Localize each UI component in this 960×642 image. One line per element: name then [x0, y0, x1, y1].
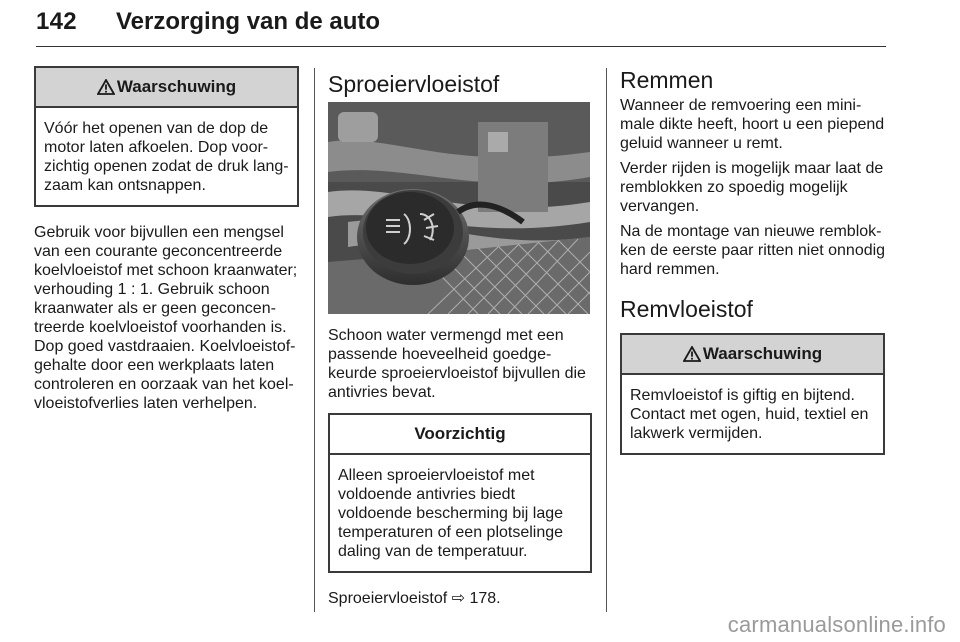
watermark: carmanualsonline.info — [727, 612, 946, 637]
caution-box-title: Voorzichtig — [414, 424, 506, 443]
warning-box — [34, 66, 299, 207]
caution-box-header — [330, 415, 590, 455]
warning-triangle-icon — [97, 79, 115, 95]
warning-box-text: Vóór het openen van de dop de motor laten afkoelen. Dop voor-zichtig openen zodat de druk lang-zaam kan ontsnappen. — [44, 120, 289, 194]
section-heading-brakes: Remmen — [620, 67, 714, 93]
page-header — [36, 6, 886, 48]
page-number: 142 — [36, 8, 77, 35]
column-right — [620, 66, 886, 455]
column-divider-2 — [606, 68, 607, 612]
brake-fluid-warning-text: Remvloeistof is giftig en bijtend. Contact met ogen, huid, textiel en lakwerk vermijden. — [630, 387, 869, 442]
warning-box-title: Waarschuwing — [116, 77, 237, 96]
caution-box-text: Alleen sproeiervloeistof met voldoende antivries biedt voldoende bescherming bij lage temperaturen of een plotselinge daling van de temperatuur. — [338, 467, 564, 560]
column-middle — [328, 66, 592, 608]
column-divider-1 — [314, 68, 315, 612]
brakes-paragraph-3: Na de montage van nieuwe remblok-ken de eerste paar ritten niet onnodig hard remmen. — [620, 223, 886, 278]
warning-triangle-icon — [683, 346, 701, 362]
brake-fluid-warning-title: Waarschuwing — [702, 344, 823, 363]
washer-fluid-reservoir-photo — [328, 102, 592, 314]
reference-text: Sproeiervloeistof — [328, 590, 448, 607]
coolant-paragraph: Gebruik voor bijvullen een mengsel van een courante geconcentreerde koelvloeistof met schoon kraanwater; verhouding 1 : 1. Gebruik schoon kraanwater als er geen geconcen-treerde koelvloeistof voorhanden is. Dop goed vastdraaien. Koelvloeistof-gehalte door een werkplaats laten controleren en oorzaak van het koel-vloeistofverlies laten verhelpen. — [34, 224, 298, 412]
section-heading-washer-fluid: Sproeiervloeistof — [328, 71, 500, 97]
brakes-paragraph-1: Wanneer de remvoering een mini-male dikte heeft, hoort u een piepend geluid wanneer u remt. — [620, 97, 885, 152]
washer-fluid-paragraph: Schoon water vermengd met een passende hoeveelheid goedge-keurde sproeiervloeistof bijvullen die antivries bevat. — [328, 327, 586, 401]
section-heading-brake-fluid: Remvloeistof — [620, 296, 753, 322]
reference-arrow-icon: ⇨ — [451, 590, 466, 607]
header-rule — [36, 46, 886, 47]
reference-page: 178. — [469, 590, 501, 607]
caution-box — [328, 413, 592, 573]
chapter-title: Verzorging van de auto — [116, 8, 381, 35]
column-left — [34, 66, 299, 413]
brake-fluid-warning-box — [620, 333, 885, 455]
cross-reference — [328, 589, 592, 608]
brake-fluid-warning-header — [622, 335, 883, 375]
engine-bay-illustration — [328, 102, 590, 314]
brakes-paragraph-2: Verder rijden is mogelijk maar laat de remblokken zo spoedig mogelijk vervangen. — [620, 160, 884, 215]
warning-box-header — [36, 68, 297, 108]
